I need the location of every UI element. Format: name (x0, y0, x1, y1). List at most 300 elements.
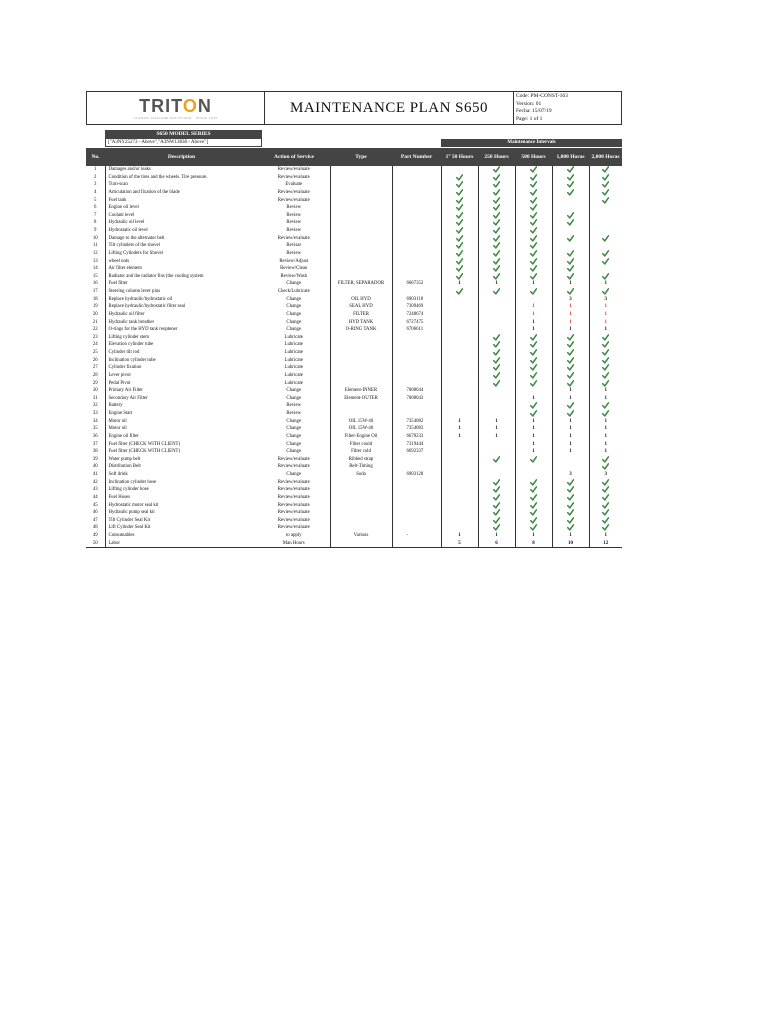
interval-quantity: 1 (532, 281, 535, 287)
row-interval-cell (552, 456, 589, 464)
row-interval-cell (478, 418, 515, 426)
table-row (86, 540, 622, 548)
row-type (330, 372, 392, 380)
table-row (86, 227, 622, 235)
row-interval-cell (552, 227, 589, 235)
row-type (330, 540, 392, 548)
check-icon (493, 524, 500, 531)
check-icon (602, 235, 609, 242)
row-interval-cell (478, 296, 515, 304)
row-interval-cell (441, 448, 478, 456)
row-number: 3 (94, 182, 97, 188)
check-icon (530, 479, 537, 486)
row-interval-cell (515, 456, 552, 464)
table-row (86, 235, 622, 243)
row-action: Review/evaluate (277, 479, 310, 485)
row-interval-cell (515, 319, 552, 327)
row-interval-cell (441, 364, 478, 372)
row-number: 5 (94, 197, 97, 203)
row-interval-cell (589, 387, 622, 395)
row-type (330, 410, 392, 418)
row-interval-cell (515, 166, 552, 174)
check-icon (602, 334, 609, 341)
row-interval-cell (441, 280, 478, 288)
row-interval-cell (441, 197, 478, 205)
check-icon (456, 227, 463, 234)
row-interval-cell (552, 494, 589, 502)
row-interval-cell (441, 524, 478, 532)
row-action: Review/evaluate (277, 487, 310, 493)
row-type: O-RING TANK (330, 326, 392, 334)
table-row (86, 334, 622, 342)
row-interval-cell (589, 456, 622, 464)
check-icon (567, 212, 574, 219)
row-interval-cell (441, 296, 478, 304)
check-icon (530, 517, 537, 524)
row-interval-cell (515, 174, 552, 182)
row-action: Change (286, 311, 302, 317)
row-action: Change (286, 319, 302, 325)
row-interval-cell (589, 189, 622, 197)
row-number: 45 (92, 502, 98, 508)
row-interval-cell (589, 433, 622, 441)
row-description: Water pump belt (105, 456, 258, 464)
row-type (330, 517, 392, 525)
row-action: Change (286, 426, 302, 432)
triton-logo: TRITON (139, 95, 212, 116)
row-interval-cell (515, 395, 552, 403)
table-row (86, 250, 622, 258)
table-row (86, 418, 622, 426)
row-interval-cell (589, 364, 622, 372)
row-interval-cell (589, 410, 622, 418)
row-interval-cell (478, 433, 515, 441)
row-description: Lift Cylinder Seal Kit (105, 524, 258, 532)
row-interval-cell (478, 364, 515, 372)
row-interval-cell (589, 204, 622, 212)
row-type: SEAL HYD (330, 303, 392, 311)
row-interval-cell (552, 479, 589, 487)
row-interval-cell (552, 212, 589, 220)
interval-quantity: 1 (458, 533, 461, 538)
row-interval-cell (552, 235, 589, 243)
row-interval-cell (515, 280, 552, 288)
row-description: Articulation and fixation of the blade (105, 189, 258, 197)
row-interval-cell (515, 448, 552, 456)
row-interval-cell (478, 471, 515, 479)
row-part-number (392, 364, 441, 372)
row-description: Inclination cylinder tube (105, 357, 258, 365)
row-part-number (392, 456, 441, 464)
check-icon (602, 189, 609, 196)
row-interval-cell (478, 181, 515, 189)
row-interval-cell (552, 204, 589, 212)
row-action: Review/evaluate (277, 456, 310, 462)
row-interval-cell (478, 517, 515, 525)
row-interval-cell (552, 448, 589, 456)
row-description: Consumables (105, 532, 258, 540)
row-interval-cell (478, 486, 515, 494)
check-icon (530, 197, 537, 204)
col-no: No. (86, 148, 105, 166)
row-number: 4 (94, 189, 97, 195)
row-interval-cell (441, 212, 478, 220)
row-interval-cell (552, 441, 589, 449)
row-number: 41 (92, 472, 98, 477)
row-interval-cell (589, 326, 622, 334)
table-row (86, 258, 622, 266)
row-interval-cell (478, 235, 515, 243)
row-interval-cell (515, 357, 552, 365)
row-interval-cell (552, 402, 589, 410)
row-interval-cell (515, 273, 552, 281)
row-type (330, 174, 392, 182)
interval-quantity: 1 (495, 418, 498, 424)
interval-quantity-red: 1 (604, 319, 607, 325)
table-row (86, 364, 622, 372)
interval-quantity: 1 (532, 441, 535, 447)
row-interval-cell (552, 311, 589, 319)
row-interval-cell (515, 235, 552, 243)
row-type: OIL HYD (330, 296, 392, 304)
check-icon (493, 357, 500, 364)
interval-quantity: 1 (569, 433, 572, 439)
interval-quantity: 3 (569, 296, 572, 302)
row-interval-cell (552, 189, 589, 197)
table-row (86, 425, 622, 433)
row-part-number: 7319444 (392, 441, 441, 449)
table-row (86, 441, 622, 449)
row-action: Lubricate (284, 342, 303, 348)
row-interval-cell (441, 334, 478, 342)
row-description: Hydraulic oil filter (105, 311, 258, 319)
row-number: 25 (92, 350, 98, 355)
row-interval-cell (478, 219, 515, 227)
row-part-number (392, 258, 441, 266)
row-interval-cell (552, 433, 589, 441)
row-interval-cell (552, 174, 589, 182)
col-interval-2000: 2,000 Horas (589, 148, 622, 166)
row-number: 46 (92, 510, 98, 516)
row-type (330, 212, 392, 220)
table-row (86, 479, 622, 487)
check-icon (530, 380, 537, 387)
meta-line: Fecha: 15/07/19 (516, 108, 552, 115)
row-interval-cell (441, 311, 478, 319)
row-part-number: 7354082 (392, 418, 441, 426)
row-description: Coolant level (105, 212, 258, 220)
check-icon (602, 349, 609, 356)
row-description: Engine Start (105, 410, 258, 418)
col-interval-250: 250 Hours (478, 148, 515, 166)
row-number: 15 (92, 273, 98, 279)
row-action: Evaluate (285, 182, 303, 188)
row-interval-cell (441, 189, 478, 197)
row-action: to apply (285, 533, 302, 538)
row-interval-cell (515, 517, 552, 525)
check-icon (493, 517, 500, 524)
row-type: Filter-Engine Oil (330, 433, 392, 441)
table-row (86, 517, 622, 525)
row-number: 22 (92, 327, 98, 333)
interval-quantity-red: 1 (569, 304, 572, 310)
row-number: 29 (92, 380, 98, 386)
row-type: OIL 15W-40 (330, 418, 392, 426)
row-part-number (392, 174, 441, 182)
row-description: Lifting Cylinders for Shovel (105, 250, 258, 258)
check-icon (567, 235, 574, 242)
row-type (330, 181, 392, 189)
row-part-number: 6692337 (392, 448, 441, 456)
row-interval-cell (589, 334, 622, 342)
col-interval-500: 500 Hours (515, 148, 552, 166)
row-interval-cell (589, 471, 622, 479)
row-interval-cell (478, 372, 515, 380)
row-interval-cell (441, 372, 478, 380)
row-number: 11 (92, 243, 98, 249)
row-number: 27 (92, 365, 98, 371)
row-interval-cell (478, 387, 515, 395)
row-action: Review/evaluate (277, 502, 310, 508)
check-icon (530, 273, 537, 280)
row-interval-cell (441, 258, 478, 266)
check-icon (567, 372, 574, 379)
row-part-number: 6727475 (392, 319, 441, 327)
check-icon (567, 334, 574, 341)
row-interval-cell (589, 296, 622, 304)
row-type: Ribbed strap (330, 456, 392, 464)
check-icon (602, 288, 609, 295)
interval-quantity: 1 (604, 418, 607, 424)
row-interval-cell (515, 433, 552, 441)
row-action: Review (286, 403, 302, 409)
check-icon (602, 197, 609, 204)
model-series-box (105, 130, 262, 147)
row-description: wheel nuts (105, 258, 258, 266)
row-description: Hydraulic tank breather (105, 319, 258, 327)
row-interval-cell (515, 204, 552, 212)
row-number: 36 (92, 433, 98, 439)
row-interval-cell (515, 509, 552, 517)
interval-quantity: 1 (495, 281, 498, 287)
check-icon (567, 402, 574, 409)
check-icon (493, 227, 500, 234)
row-interval-cell (589, 219, 622, 227)
check-icon (530, 341, 537, 348)
row-description: Fuel filter (105, 280, 258, 288)
row-description: Fuel Hoses (105, 494, 258, 502)
row-interval-cell (589, 242, 622, 250)
row-interval-cell (515, 402, 552, 410)
row-interval-cell (552, 372, 589, 380)
row-interval-cell (478, 395, 515, 403)
row-interval-cell (441, 349, 478, 357)
row-action: Review/evaluate (277, 517, 310, 523)
row-part-number: - (392, 532, 441, 540)
row-interval-cell (441, 273, 478, 281)
table-row (86, 509, 622, 517)
row-interval-cell (441, 517, 478, 525)
row-interval-cell (478, 273, 515, 281)
row-part-number (392, 204, 441, 212)
row-interval-cell (515, 250, 552, 258)
row-type (330, 235, 392, 243)
check-icon (456, 174, 463, 181)
row-interval-cell (552, 517, 589, 525)
table-row (86, 197, 622, 205)
row-part-number: 7008043 (392, 395, 441, 403)
row-description: Lever pivot (105, 372, 258, 380)
row-number: 30 (92, 388, 98, 394)
interval-quantity: 1 (495, 533, 498, 538)
check-icon (493, 204, 500, 211)
interval-quantity: 1 (604, 441, 607, 447)
table-row (86, 410, 622, 418)
row-interval-cell (515, 418, 552, 426)
row-interval-cell (441, 410, 478, 418)
table-row (86, 402, 622, 410)
row-interval-cell (589, 502, 622, 510)
row-interval-cell (478, 357, 515, 365)
check-icon (530, 288, 537, 295)
interval-quantity: 5 (458, 540, 461, 546)
row-interval-cell (441, 395, 478, 403)
row-interval-cell (478, 540, 515, 548)
check-icon (602, 258, 609, 265)
row-interval-cell (478, 463, 515, 471)
row-action: Change (286, 472, 302, 477)
interval-quantity: 12 (603, 540, 609, 546)
table-row (86, 486, 622, 494)
row-interval-cell (515, 524, 552, 532)
row-description: Turn-scan (105, 181, 258, 189)
row-interval-cell (441, 456, 478, 464)
row-action: Lubricate (284, 334, 303, 340)
row-action: Review/Clean (280, 266, 308, 272)
row-description: Motor oil (105, 425, 258, 433)
row-description: Distribution Belt (105, 463, 258, 471)
table-row (86, 349, 622, 357)
row-action: Review (286, 250, 302, 256)
check-icon (493, 364, 500, 371)
row-number: 35 (92, 426, 98, 432)
table-row (86, 296, 622, 304)
row-description: Air filter element (105, 265, 258, 273)
row-description: Tilt cylinders of the shovel (105, 242, 258, 250)
maintenance-table (86, 148, 622, 548)
row-interval-cell (515, 502, 552, 510)
row-description: Radiator and the radiator fins (the cooling system (105, 273, 258, 281)
row-description: Hydraulic oil level (105, 219, 258, 227)
row-interval-cell (589, 341, 622, 349)
row-interval-cell (478, 479, 515, 487)
row-action: Review/evaluate (277, 189, 310, 195)
interval-quantity: 1 (604, 388, 607, 394)
row-interval-cell (478, 303, 515, 311)
row-action: Review/Wash (280, 273, 308, 279)
check-icon (493, 219, 500, 226)
row-number: 10 (92, 235, 98, 241)
check-icon (567, 509, 574, 516)
row-action: Change (286, 281, 302, 287)
table-row (86, 166, 622, 174)
row-number: 13 (92, 258, 98, 264)
interval-quantity: 1 (569, 533, 572, 538)
row-type (330, 258, 392, 266)
check-icon (530, 174, 537, 181)
interval-quantity-red: 1 (604, 311, 607, 317)
row-interval-cell (589, 395, 622, 403)
row-number: 32 (92, 403, 98, 409)
row-interval-cell (478, 166, 515, 174)
check-icon (456, 219, 463, 226)
row-interval-cell (515, 380, 552, 388)
check-icon (567, 486, 574, 493)
check-icon (602, 273, 609, 280)
row-interval-cell (589, 357, 622, 365)
logo-box (87, 92, 265, 124)
row-part-number (392, 540, 441, 548)
document-title: MAINTENANCE PLAN S650 (265, 92, 514, 124)
row-description: Fuel filter (CHECK WITH CLIENT) (105, 441, 258, 449)
row-action: Review/evaluate (277, 525, 310, 531)
check-icon (456, 250, 463, 257)
row-type: Soda (330, 471, 392, 479)
row-description: Elevation cylinder tube (105, 341, 258, 349)
row-part-number (392, 235, 441, 243)
table-row (86, 326, 622, 334)
interval-quantity: 1 (532, 327, 535, 333)
check-icon (602, 174, 609, 181)
check-icon (456, 204, 463, 211)
row-action: Change (286, 433, 302, 439)
row-interval-cell (478, 441, 515, 449)
check-icon (493, 372, 500, 379)
row-description: Engine oil level (105, 204, 258, 212)
row-type: Various (330, 532, 392, 540)
row-interval-cell (552, 181, 589, 189)
check-icon (602, 341, 609, 348)
row-part-number (392, 463, 441, 471)
row-interval-cell (552, 334, 589, 342)
check-icon (493, 166, 500, 173)
row-type (330, 494, 392, 502)
row-interval-cell (515, 227, 552, 235)
row-action: Lubricate (284, 350, 303, 355)
row-type (330, 502, 392, 510)
row-action: Review/evaluate (277, 464, 310, 470)
row-description: Lifting cylinder stem (105, 334, 258, 342)
row-action: Revisar (286, 243, 302, 249)
row-interval-cell (478, 502, 515, 510)
row-action: Check/Lubricate (277, 289, 310, 294)
row-description: Condition of the tires and the wheels. Tire pressure. (105, 174, 258, 182)
row-action: Review/evaluate (277, 494, 310, 500)
check-icon (530, 349, 537, 356)
row-type (330, 357, 392, 365)
check-icon (456, 189, 463, 196)
check-icon (530, 502, 537, 509)
row-description: Hydrostatic motor seal kit (105, 502, 258, 510)
row-description: Fuel filter (CHECK WITH CLIENT) (105, 448, 258, 456)
row-interval-cell (515, 311, 552, 319)
row-interval-cell (552, 250, 589, 258)
row-action: Review (286, 212, 302, 218)
table-row (86, 219, 622, 227)
row-number: 7 (94, 212, 97, 218)
row-part-number: 6706611 (392, 326, 441, 334)
row-part-number (392, 494, 441, 502)
